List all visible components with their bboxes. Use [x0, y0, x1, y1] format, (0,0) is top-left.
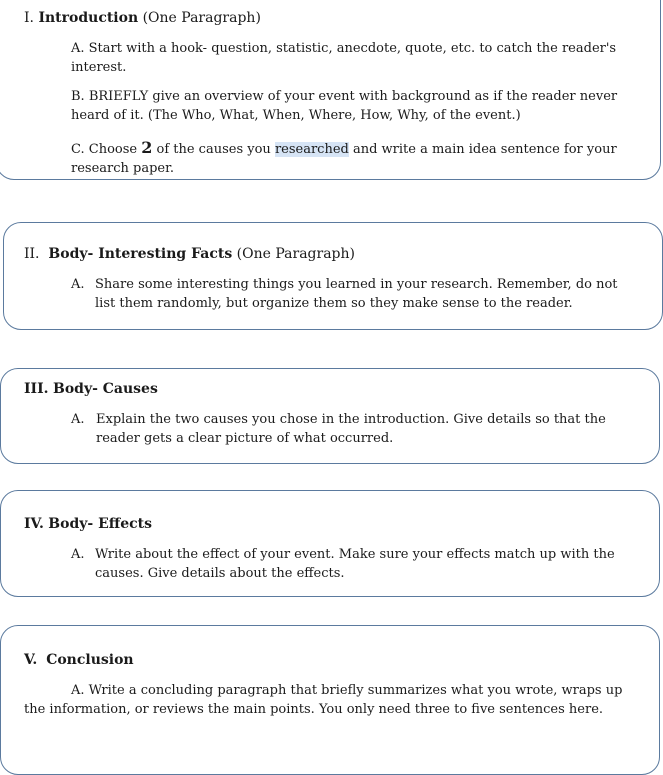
section-title: Introduction [38, 10, 139, 26]
effects-item-letter: A. [71, 547, 85, 562]
section-number: IV. [24, 516, 44, 532]
section-heading-effects [24, 516, 152, 532]
section-heading-introduction [24, 10, 261, 26]
section-number: I. [24, 10, 34, 26]
facts-item-a: Share some interesting things you learned in your research. Remember, do not list them randomly, but organize them so they make sense to the reader. [95, 277, 618, 311]
section-note: (One Paragraph) [142, 10, 261, 26]
intro-item-b: B. BRIEFLY give an overview of your event with background as if the reader never heard of it. (The Who, What, When, Where, How, Why, of the event.) [71, 89, 618, 123]
conclusion-item-a: A. Write a concluding paragraph that briefly summarizes what you wrote, wraps up the information, or reviews the main points. You only need three to five sentences here. [24, 683, 623, 717]
section-note: (One Paragraph) [236, 246, 355, 262]
cause-count: 2 [141, 138, 153, 157]
section-heading-causes [24, 381, 158, 397]
section-heading-interesting-facts [24, 246, 355, 262]
effects-item-a: Write about the effect of your event. Make sure your effects match up with the causes. Give details about the effects. [95, 547, 615, 581]
section-title: Conclusion [46, 652, 134, 668]
intro-item-a: A. Start with a hook- question, statistic, anecdote, quote, etc. to catch the reader's interest. [71, 41, 617, 75]
causes-item-letter: A. [71, 412, 85, 427]
section-title: Body- Causes [52, 381, 158, 397]
causes-item-a: Explain the two causes you chose in the introduction. Give details so that the reader gets a clear picture of what occurred. [96, 412, 606, 446]
section-number: II. [24, 246, 40, 262]
section-title: Body- Effects [48, 516, 153, 532]
highlighted-word[interactable]: researched [274, 142, 349, 157]
section-number: III. [24, 381, 49, 397]
section-heading-conclusion [24, 652, 134, 668]
facts-item-letter: A. [71, 277, 85, 292]
intro-item-c: C. Choose 2 of the causes you researched and write a main idea sentence for your research paper. [71, 138, 617, 176]
section-title: Body- Interesting Facts [48, 246, 233, 262]
section-number: V. [24, 652, 38, 668]
